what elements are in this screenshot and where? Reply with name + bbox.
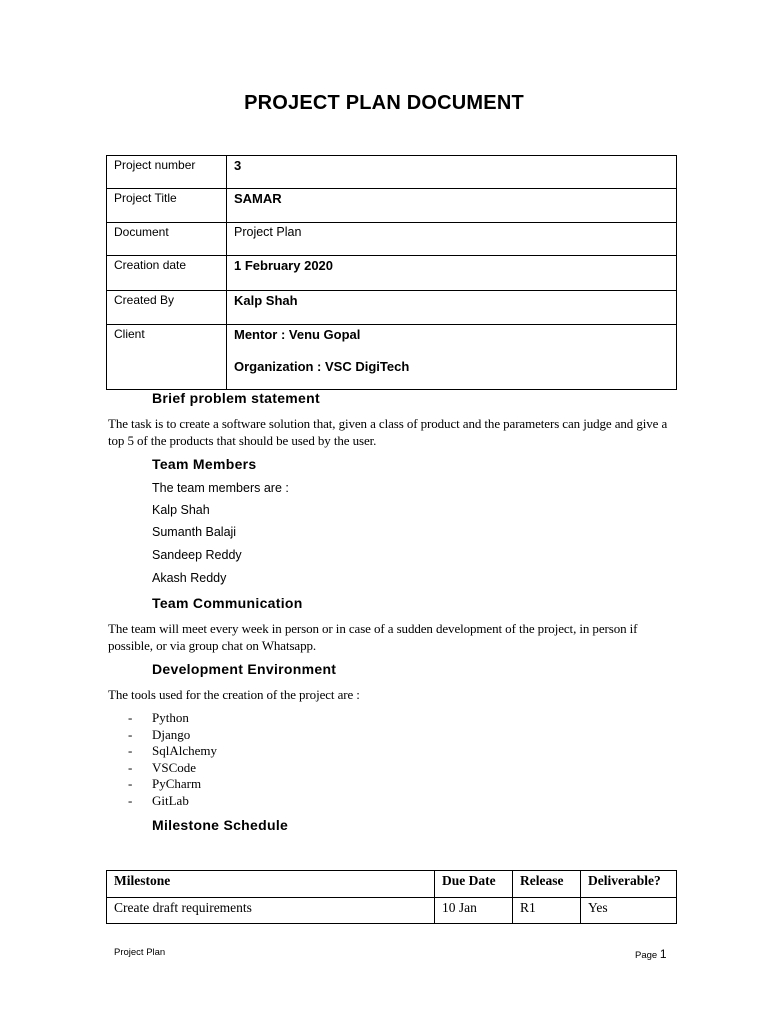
table-header-row (107, 871, 677, 898)
milestone-table (106, 870, 677, 924)
info-value: Kalp Shah (227, 291, 677, 325)
bullet-dash: - (128, 759, 133, 775)
info-value: SAMAR (227, 189, 677, 223)
environment-heading: Development Environment (152, 661, 337, 677)
info-value: 1 February 2020 (227, 256, 677, 291)
footer-page-number (635, 947, 667, 961)
info-value: 3 (227, 156, 677, 189)
info-row-project-title (107, 189, 677, 223)
document-title: PROJECT PLAN DOCUMENT (244, 92, 524, 114)
info-key: Project number (107, 156, 227, 189)
bullet-dash: - (128, 743, 133, 758)
info-row-created-by (107, 291, 677, 325)
team-member: Sandeep Reddy (152, 548, 242, 562)
bullet-dash: - (128, 726, 133, 742)
page-number: 1 (659, 947, 667, 961)
column-header-deliverable: Deliverable? (581, 871, 677, 898)
column-header-milestone: Milestone (107, 871, 435, 898)
team-member: Kalp Shah (152, 503, 210, 517)
team-member: Sumanth Balaji (152, 525, 237, 539)
info-key: Document (107, 223, 227, 256)
list-item: - GitLab (128, 792, 189, 808)
table-cell: Create draft requirements (107, 898, 435, 924)
info-key: Client (107, 325, 227, 390)
team-intro: The team members are : (152, 481, 289, 495)
list-item: - PyCharm (128, 776, 202, 791)
list-item: - VSCode (128, 759, 197, 775)
info-row-client (107, 325, 677, 390)
environment-intro: The tools used for the creation of the project are : (108, 687, 360, 702)
info-key: Created By (107, 291, 227, 325)
table-cell: R1 (513, 898, 581, 924)
problem-heading: Brief problem statement (152, 390, 320, 406)
table-cell: 10 Jan (435, 898, 513, 924)
info-value: Project Plan (227, 223, 677, 256)
info-key: Creation date (107, 256, 227, 291)
info-row-document (107, 223, 677, 256)
footer-document-name: Project Plan (114, 947, 166, 958)
bullet-dash: - (128, 792, 133, 808)
bullet-dash: - (128, 710, 133, 725)
table-row (107, 898, 677, 924)
column-header-release: Release (513, 871, 581, 898)
tools-list (128, 710, 217, 809)
info-key: Project Title (107, 189, 227, 223)
list-item: - Django (128, 726, 191, 742)
bullet-dash: - (128, 776, 133, 791)
info-row-creation-date (107, 256, 677, 291)
communication-text: The team will meet every week in person or in case of a sudden development of the project, in person if possible, or via group chat on Whatsapp. (108, 621, 638, 653)
client-mentor: Mentor : Venu Gopal (234, 327, 361, 342)
info-value (227, 325, 677, 390)
client-organization: Organization : VSC DigiTech (234, 359, 410, 374)
problem-text: The task is to create a software solution that, given a class of product and the parameters can judge and give a top 5 of the products that should be used by the user. (108, 416, 668, 448)
team-heading: Team Members (152, 456, 257, 472)
milestones-heading: Milestone Schedule (152, 817, 289, 833)
project-info-table (106, 155, 677, 390)
list-item: - SqlAlchemy (128, 743, 217, 758)
column-header-due-date: Due Date (435, 871, 513, 898)
info-row-project-number (107, 156, 677, 189)
communication-heading: Team Communication (152, 595, 303, 611)
table-cell: Yes (581, 898, 677, 924)
list-item: - Python (128, 710, 189, 725)
page-label: Page (635, 950, 658, 961)
team-member: Akash Reddy (152, 571, 227, 585)
